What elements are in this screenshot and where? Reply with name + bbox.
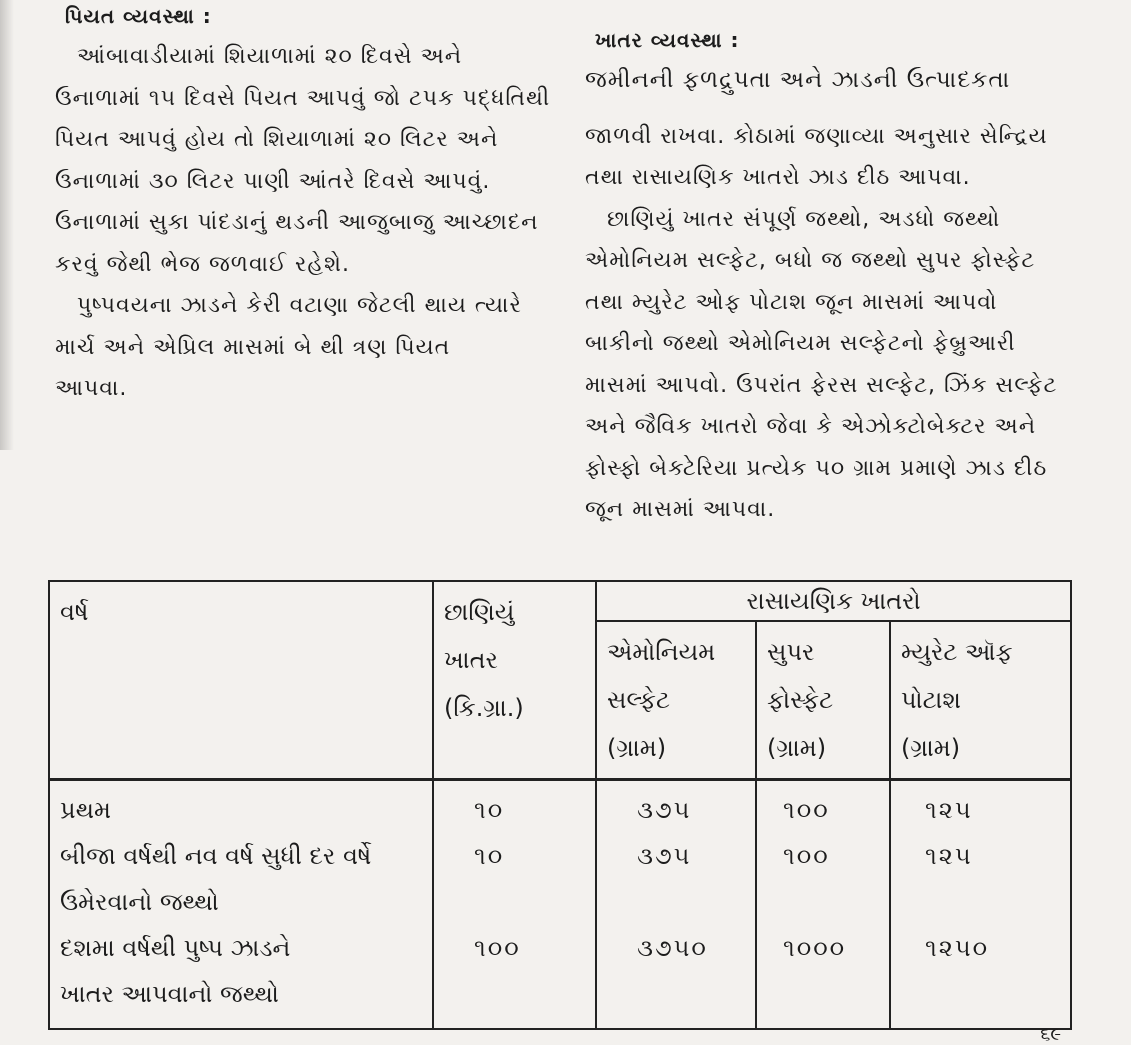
fertilizer-table-wrap <box>48 580 1070 1030</box>
cell-super: ૧૦૦ ૧૦૦ ૧૦૦૦ <box>756 780 890 1030</box>
irrigation-line: કરવું જેથી ભેજ જળવાઈ રહેશે. <box>55 251 350 277</box>
fertilizer-table <box>48 580 1072 1030</box>
fertilizer-line: એમોનિયમ સલ્ફેટ, બધો જ જથ્થો સુપર ફોસ્ફેટ <box>585 248 1036 273</box>
irrigation-line: પિયત આપવું હોય તો શિયાળામાં ૨૦ લિટર અને <box>55 127 499 152</box>
header-muriate-of-potash: મ્યુરેટ ઑફ પોટાશ (ગ્રામ) <box>890 621 1071 780</box>
fertilizer-line: અને જૈવિક ખાતરો જેવા કે એઝોક્ટોબેક્ટર અને <box>585 414 1037 439</box>
irrigation-line: આંબાવાડીયામાં શિયાળામાં ૨૦ દિવસે અને <box>77 44 463 69</box>
cell-manure: ૧૦ ૧૦ ૧૦૦ <box>433 780 596 1030</box>
table-row <box>49 780 1071 1030</box>
fertilizer-line: છાણિયું ખાતર સંપૂર્ણ જથ્થો, અડધો જથ્થો <box>607 206 1001 232</box>
header-super-phosphate: સુપર ફોસ્ફેટ (ગ્રામ) <box>756 621 890 780</box>
irrigation-line: ઉનાળામાં સુકા પાંદડાનું થડની આજુબાજુ આચ્છાદન <box>55 210 539 235</box>
irrigation-line: પુષ્પવયના ઝાડને કેરી વટાણા જેટલી થાય ત્યારે <box>77 293 522 318</box>
irrigation-line: ઉનાળામાં ૧૫ દિવસે પિયત આપવું જો ટપક પદ્ધતિથી <box>55 85 551 111</box>
fertilizer-line: માસમાં આપવો. ઉપરાંત ફેરસ સલ્ફેટ, ઝિંક સલ્ફેટ <box>585 372 1058 398</box>
irrigation-line: આપવા. <box>55 376 128 401</box>
fertilizer-line: જાળવી રાખવા. કોઠામાં જણાવ્યા અનુસાર સેન્દ્રિય <box>585 123 1048 149</box>
header-year: વર્ષ <box>49 581 433 780</box>
irrigation-heading: પિયત વ્યવસ્થા : <box>65 4 212 28</box>
cell-year: પ્રથમ બીજા વર્ષથી નવ વર્ષ સુધી દર વર્ષે ઉમેરવાનો જથ્થો દશમા વર્ષથી પુષ્પ ઝાડને ખાતર આપવાનો જથ્થો <box>49 780 433 1030</box>
page-number: ૬૯ <box>1040 1024 1061 1045</box>
irrigation-section <box>55 4 551 410</box>
fertilizer-line: જૂન માસમાં આપવા. <box>585 497 776 522</box>
cell-potash: ૧૨૫ ૧૨૫ ૧૨૫૦ <box>890 780 1071 1030</box>
fertilizer-heading: ખાતર વ્યવસ્થા : <box>595 28 740 52</box>
irrigation-line: ઉનાળામાં ૩૦ લિટર પાણી આંતરે દિવસે આપવું. <box>55 168 491 194</box>
fertilizer-line: તથા રાસાયણિક ખાતરો ઝાડ દીઠ આપવા. <box>585 165 971 190</box>
fertilizer-section <box>585 28 1085 531</box>
fertilizer-line: તથા મ્યુરેટ ઓફ પોટાશ જૂન માસમાં આપવો <box>585 289 998 315</box>
header-chemical-fertilizers: રાસાયણિક ખાતરો <box>596 581 1071 621</box>
header-manure: છાણિયું ખાતર (કિ.ગ્રા.) <box>433 581 596 780</box>
irrigation-line: માર્ચ અને એપ્રિલ માસમાં બે થી ત્રણ પિયત <box>55 334 451 360</box>
header-ammonium-sulphate: એમોનિયમ સલ્ફેટ (ગ્રામ) <box>596 621 756 780</box>
fertilizer-line: ફોસ્ફો બેક્ટેરિયા પ્રત્યેક ૫૦ ગ્રામ પ્રમાણે ઝાડ દીઠ <box>585 455 1048 481</box>
cell-ammonium: ૩૭૫ ૩૭૫ ૩૭૫૦ <box>596 780 756 1030</box>
fertilizer-subtitle: જમીનની ફળદ્રુપતા અને ઝાડની ઉત્પાદકતા <box>585 67 1011 93</box>
fertilizer-line: બાકીનો જથ્થો એમોનિયમ સલ્ફેટનો ફેબ્રુઆરી <box>585 331 1016 356</box>
page-edge-shadow <box>0 0 14 450</box>
